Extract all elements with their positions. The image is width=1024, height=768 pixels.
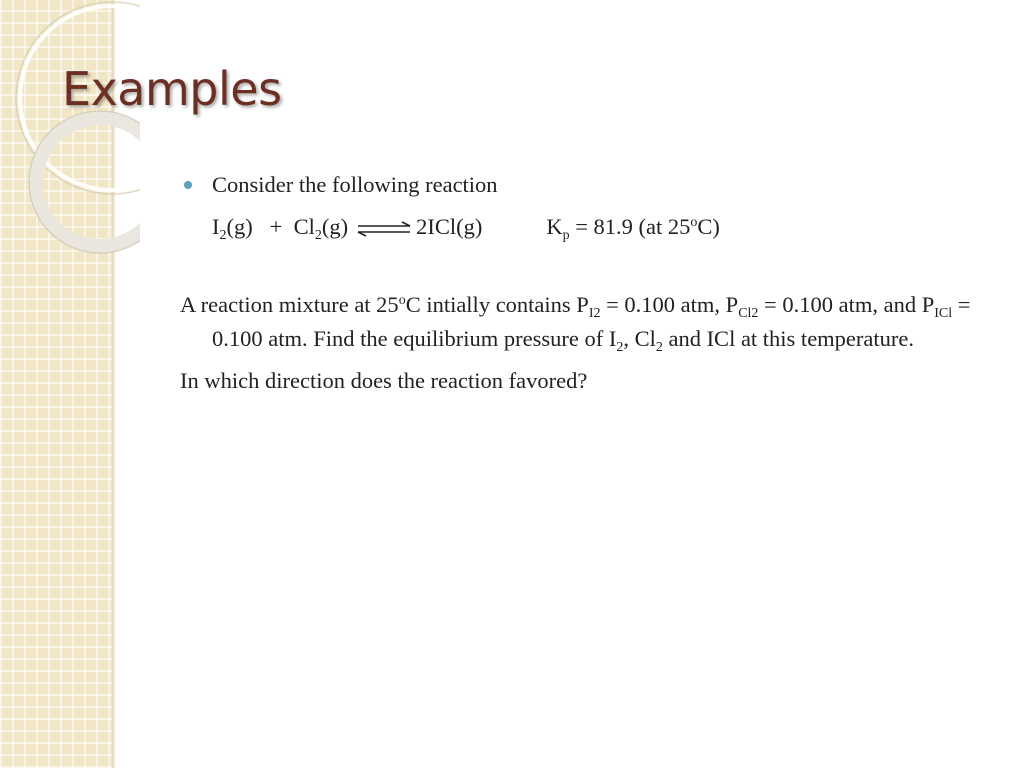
problem-text-5: = 0.100 atm. Find the equilibrium pressure of I [212,292,971,351]
question-text: In which direction does the reaction favored? [180,368,588,393]
reactant-chlorine: Cl [293,214,315,239]
chlorine-subscript: 2 [655,340,663,355]
problem-text-3: = 0.100 atm, P [600,292,739,317]
decorative-circles [0,0,140,260]
kp-value: = 81.9 (at 25 [569,214,691,239]
kp-symbol: K [546,214,563,239]
equilibrium-arrow-icon [356,221,412,237]
bullet-text: Consider the following reaction [212,172,498,197]
slide-title: Examples [62,62,282,116]
reaction-equation [180,210,1000,244]
problem-text-4: = 0.100 atm, and P [758,292,935,317]
problem-text-7: and ICl at this temperature. [662,326,914,351]
product: 2ICl(g) [416,214,483,239]
problem-degree: o [398,293,406,308]
problem-text-2: C intially contains P [405,292,589,317]
problem-text-1: A reaction mixture at 25 [180,292,399,317]
reactant-iodine: I [212,214,220,239]
degree-superscript: o [690,215,698,230]
kp-subscript: p [562,228,570,243]
reactant-chlorine-subscript: 2 [314,228,322,243]
bullet-item [180,168,1000,202]
pressure-cl2-subscript: Cl2 [738,306,759,321]
iodine-subscript: 2 [616,340,624,355]
reactant-chlorine-phase: (g) [321,214,349,239]
problem-text-6: , Cl [623,326,656,351]
pressure-i2-subscript: I2 [588,306,601,321]
bullet-dot-icon [184,181,192,189]
reactant-iodine-subscript: 2 [219,228,227,243]
problem-statement [180,288,1000,356]
slide-content [180,168,1000,398]
pressure-icl-subscript: ICl [934,306,953,321]
kp-end: C) [697,214,720,239]
reactant-iodine-phase: (g) + [226,214,294,239]
